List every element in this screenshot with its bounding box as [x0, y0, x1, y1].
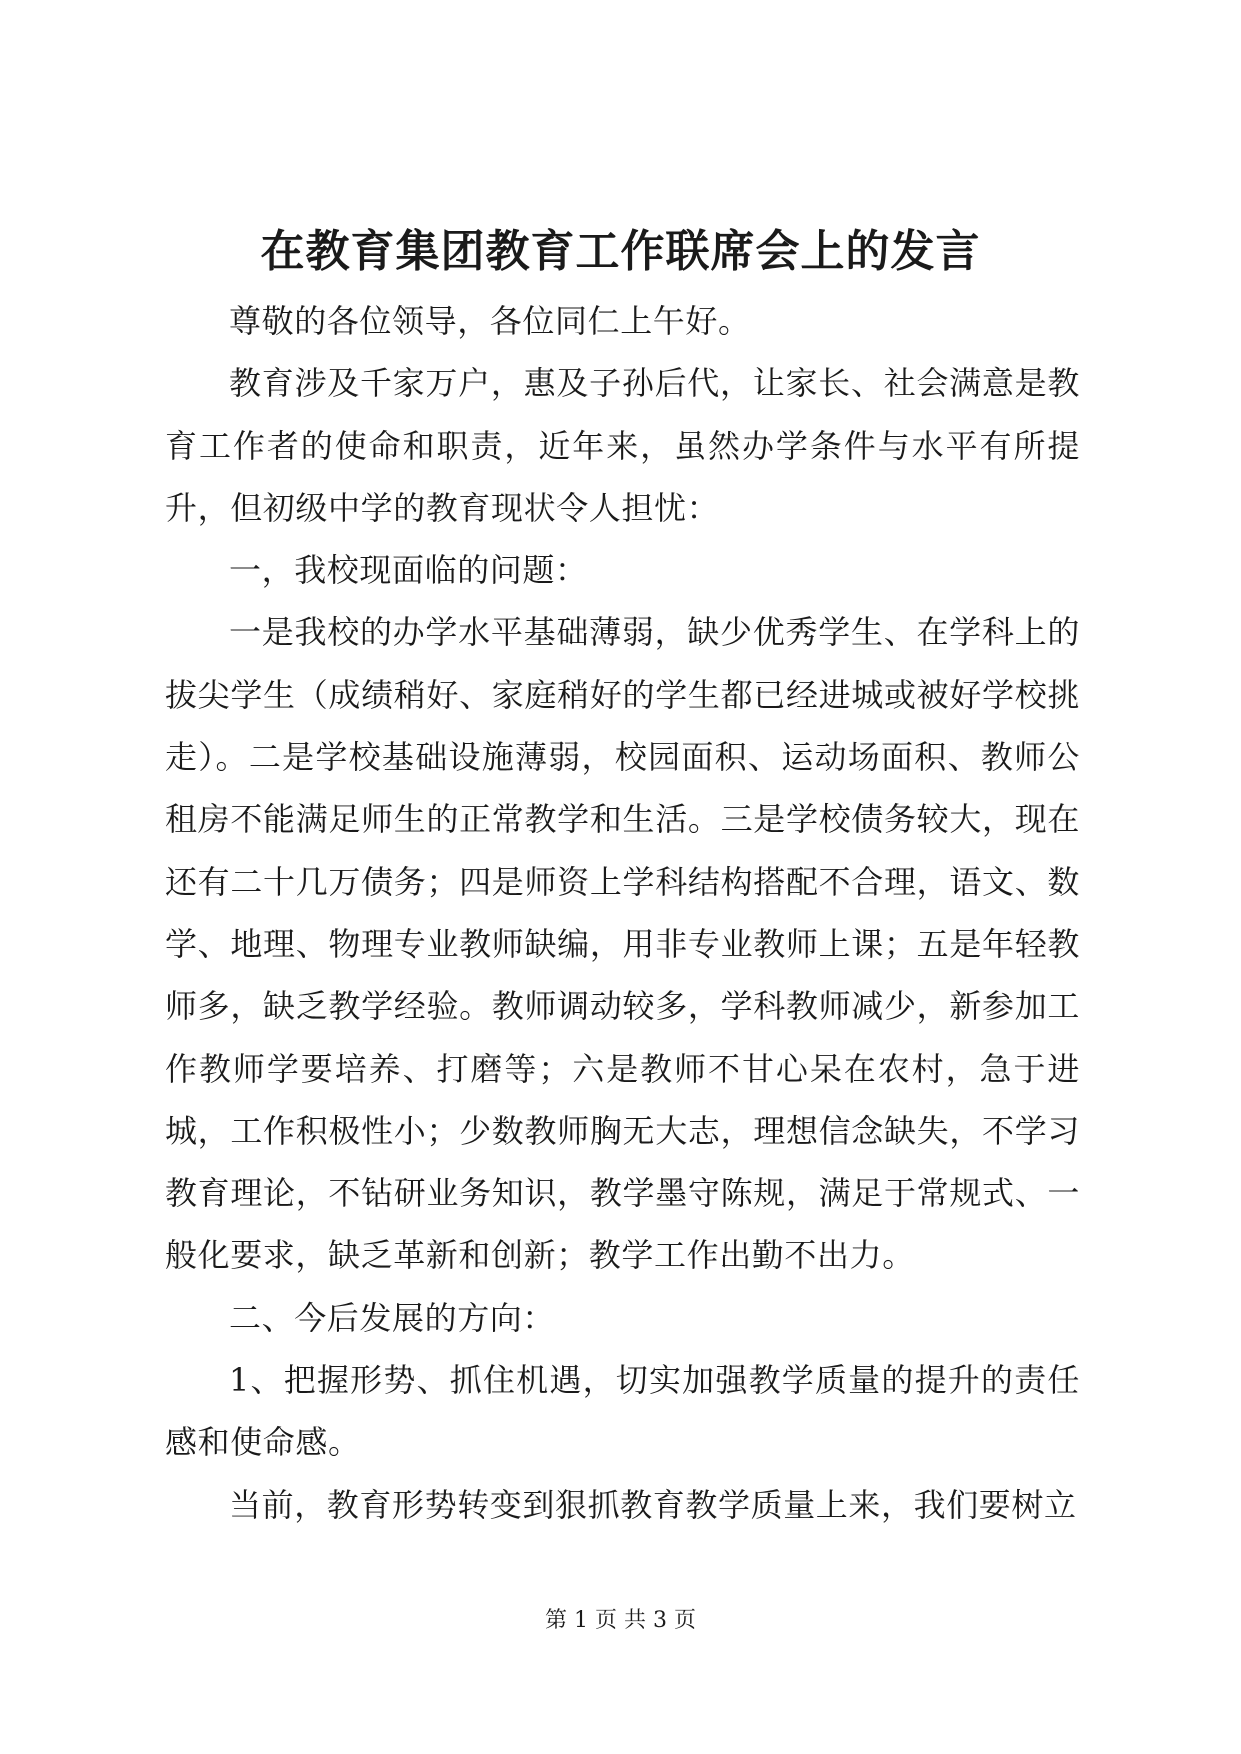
document-body: [165, 290, 1080, 1536]
paragraph-greeting: 尊敬的各位领导，各位同仁上午好。: [229, 302, 751, 340]
page-number-footer: 第 1 页 共 3 页: [545, 1608, 696, 1633]
paragraph-current: 当前，教育形势转变到狠抓教育教学质量上来，我们要树立: [229, 1485, 1077, 1524]
section-heading-problems: 一，我校现面临的问题：: [229, 551, 588, 590]
paragraph-point-1: 1、把握形势、抓住机遇，切实加强教学质量的提升的责任感和使命感。: [165, 1361, 1080, 1462]
paragraph-problems: 一是我校的办学水平基础薄弱，缺少优秀学生、在学科上的拔尖学生（成绩稍好、家庭稍好的学生都已经进城或被好学校挑走）。二是学校基础设施薄弱，校园面积、运动场面积、教师公租房不能满足师生的正常教学和生活。三是学校债务较大，现在还有二十几万债务；四是师资上学科结构搭配不合理，语文、数学、地理、物理专业教师缺编，用非专业教师上课；五是年轻教师多，缺乏教学经验。教师调动较多，学科教师减少，新参加工作教师学要培养、打磨等；六是教师不甘心呆在农村，急于进城，工作积极性小；少数教师胸无大志，理想信念缺失，不学习教育理论，不钻研业务知识，教学墨守陈规，满足于常规式、一般化要求，缺乏革新和创新；教学工作出勤不出力。: [165, 613, 1080, 1275]
document-title: 在教育集团教育工作联席会上的发言: [260, 226, 981, 277]
paragraph-intro: 教育涉及千家万户，惠及子孙后代，让家长、社会满意是教育工作者的使命和职责，近年来，虽然办学条件与水平有所提升，但初级中学的教育现状令人担忧：: [165, 364, 1080, 527]
section-heading-direction: 二、今后发展的方向：: [229, 1298, 556, 1337]
